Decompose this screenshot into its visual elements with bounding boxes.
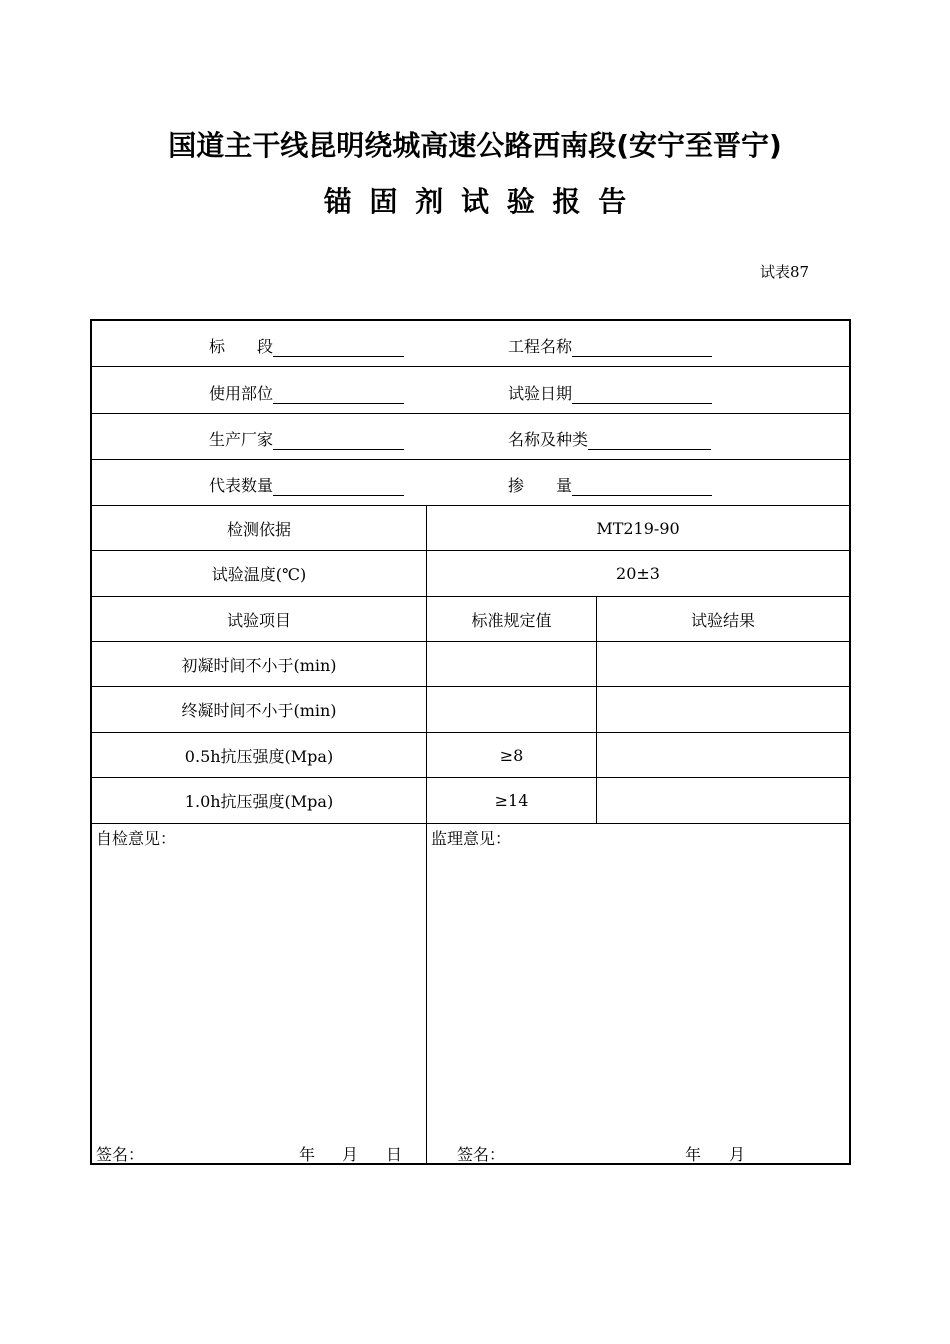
row-standard[interactable] (426, 642, 596, 686)
temperature-value: 20±3 (426, 551, 849, 596)
basis-value: MT219-90 (426, 506, 849, 550)
test-date-label: 试验日期 (508, 384, 573, 403)
temperature-label: 试验温度(℃) (211, 565, 307, 584)
test-date-field[interactable] (572, 387, 712, 404)
document-title: 国道主干线昆明绕城高速公路西南段(安宁至晋宁) (168, 129, 782, 162)
form-number: 试表87 (760, 263, 810, 281)
name-type-field[interactable] (588, 433, 711, 450)
quantity-label: 代表数量 (209, 476, 274, 495)
table-header-row (92, 597, 849, 642)
row-standard[interactable]: ≥8 (426, 733, 596, 777)
info-row-section (92, 321, 849, 367)
row-result[interactable] (596, 733, 849, 777)
project-name-field[interactable] (572, 340, 712, 357)
basis-label: 检测依据 (226, 519, 291, 539)
row-standard[interactable]: ≥14 (426, 778, 596, 823)
row-item: 初凝时间不小于(min) (181, 655, 337, 675)
basis-row (92, 506, 849, 551)
usage-location-label: 使用部位 (209, 384, 274, 403)
table-row (92, 778, 849, 824)
header-result: 试验结果 (596, 597, 849, 641)
self-check-label: 自检意见： (96, 829, 177, 848)
row-item: 0.5h抗压强度(Mpa) (184, 746, 334, 766)
supervisor-sign-label: 签名： (457, 1145, 506, 1164)
header-standard: 标准规定值 (426, 597, 596, 641)
name-type-label: 名称及种类 (508, 430, 589, 449)
info-row-manufacturer (92, 414, 849, 460)
project-name-label: 工程名称 (508, 337, 573, 356)
self-month-label: 月 (342, 1145, 359, 1164)
row-result[interactable] (596, 778, 849, 823)
quantity-field[interactable] (273, 479, 404, 496)
info-row-quantity (92, 460, 849, 506)
self-sign-label: 签名： (96, 1145, 145, 1164)
opinions-section (92, 824, 849, 1163)
row-item: 终凝时间不小于(min) (181, 701, 337, 720)
row-standard[interactable] (426, 687, 596, 732)
supervisor-opinion[interactable] (426, 824, 850, 1163)
supervisor-month-label: 月 (729, 1145, 746, 1164)
row-result[interactable] (596, 687, 849, 732)
supervisor-year-label: 年 (685, 1145, 702, 1164)
dosage-field[interactable] (572, 479, 712, 496)
header-item: 试验项目 (226, 610, 291, 630)
temperature-row (92, 551, 849, 597)
table-row (92, 733, 849, 778)
info-row-usage (92, 367, 849, 414)
self-check-opinion[interactable] (92, 824, 426, 1163)
self-year-label: 年 (299, 1145, 316, 1164)
manufacturer-label: 生产厂家 (209, 430, 274, 449)
report-title: 锚 固 剂 试 验 报 告 (323, 185, 627, 218)
section-label: 标 段 (209, 337, 274, 356)
dosage-label: 掺 量 (508, 476, 573, 495)
table-row (92, 687, 849, 733)
table-row (92, 642, 849, 687)
row-item: 1.0h抗压强度(Mpa) (184, 792, 334, 811)
manufacturer-field[interactable] (273, 433, 404, 450)
row-result[interactable] (596, 642, 849, 686)
section-field[interactable] (273, 340, 404, 357)
supervisor-label: 监理意见： (431, 829, 512, 848)
self-day-label: 日 (386, 1145, 403, 1164)
usage-location-field[interactable] (273, 387, 404, 404)
report-table (90, 319, 851, 1165)
